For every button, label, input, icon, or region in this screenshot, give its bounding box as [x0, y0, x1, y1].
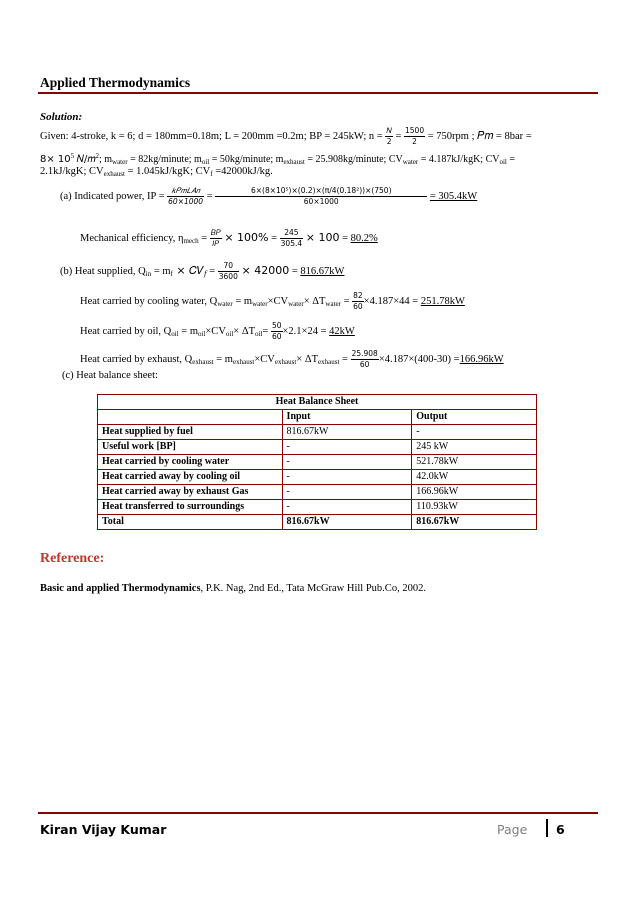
row-input: - — [282, 455, 412, 470]
oil-fraction: $\frac{50}{60}$ — [271, 321, 282, 341]
row-input: - — [282, 440, 412, 455]
row-input: 816.67kW — [282, 425, 412, 440]
footer-page-number: 6 — [556, 822, 565, 837]
reference-citation: Basic and applied Thermodynamics, P.K. Nag, 2nd Ed., Tata McGraw Hill Pub.Co, 2002. — [40, 583, 426, 594]
table-row — [98, 455, 537, 470]
ip-result: = 305.4kW — [429, 190, 478, 202]
row-output: 110.93kW — [412, 500, 537, 515]
heat-supplied-line: (b) Heat supplied, $Q_{in} = m_f$ × 𝐶𝑉$_𝑓$ = $\frac{70}{3600}$ × 42000 = 816.67kW — [60, 261, 345, 281]
given-line-2: $8\times 10^5$ 𝑁/𝑚$^2$; $m_{water}$ = 82kg/minute; $m_{oil}$ = 50kg/minute; $m_{exhaust}$ = 25.908kg/minute; $CV_{water} = 4.187kJ/kgK$; $CV_{oil}$ = — [40, 152, 515, 166]
footer-separator — [546, 819, 548, 837]
table-header-row — [98, 410, 537, 425]
row-label: Useful work [BP] — [98, 440, 283, 455]
heat-supplied-result: 816.67kW — [300, 265, 345, 277]
row-label: Heat transferred to surroundings — [98, 500, 283, 515]
footer-page-label: Page — [497, 822, 528, 837]
footer-author: Kiran Vijay Kumar — [40, 822, 167, 837]
column-header-input: Input — [282, 410, 412, 425]
table-row — [98, 470, 537, 485]
oil-result: 42kW — [329, 325, 355, 337]
n-fraction: $\frac{\text{𝑁}}{2}$ — [386, 126, 392, 146]
row-input: 816.67kW — [282, 515, 412, 530]
table-caption: Heat Balance Sheet — [98, 395, 537, 410]
row-output: - — [412, 425, 537, 440]
given-line-1: Given: 4-stroke, k = 6; d = 180mm=0.18m; L = 200mm =0.2m; BP = 245kW; n = $\frac{\text{𝑁}}{2}$ = $\frac{1500}{2}$ = 750rpm ; 𝑃𝑚 = 8bar = — [40, 126, 532, 146]
oil-line: Heat carried by oil, $Q_{oil} = m_{oil}\times CV_{oil}\times \Delta T_{oil}=$ $\frac{50}{60}$ ×2.1×24 = 42kW — [80, 321, 355, 341]
heat-supplied-fraction: $\frac{70}{3600}$ — [218, 261, 238, 281]
row-label: Heat carried away by cooling oil — [98, 470, 283, 485]
mechanical-efficiency-line: Mechanical efficiency, $\eta_{mech}$ = $\frac{\text{𝐵𝑃}}{\text{𝐼𝑃}}$ × 100% = $\frac{245}{305.4}$ × 100 = 80.2% — [80, 228, 378, 248]
table-header-blank — [98, 410, 283, 425]
exhaust-fraction: $\frac{25.908}{60}$ — [351, 349, 378, 369]
cooling-water-result: 251.78kW — [420, 295, 465, 307]
exhaust-line: Heat carried by exhaust, $Q_{exhaust} = m_{exhaust}\times CV_{exhaust}\times \Delta T_{exhaust}$ = $\frac{25.908}{60}$ ×4.187×(400-30) =166.96kW — [80, 349, 504, 369]
solution-label: Solution: — [40, 111, 83, 123]
row-label: Total — [98, 515, 283, 530]
table-row — [98, 425, 537, 440]
heat-balance-table — [97, 394, 537, 530]
reference-heading: Reference: — [40, 551, 105, 566]
cooling-water-line: Heat carried by cooling water, $Q_{water} = m_{water}\times CV_{water}\times \Delta T_{water}$ = $\frac{82}{60}$ ×4.187×44 = 251.78kW — [80, 291, 465, 311]
row-output: 166.96kW — [412, 485, 537, 500]
row-output: 816.67kW — [412, 515, 537, 530]
row-label: Heat supplied by fuel — [98, 425, 283, 440]
column-header-output: Output — [412, 410, 537, 425]
exhaust-result: 166.96kW — [459, 353, 504, 365]
ip-formula-fraction: $\frac{\text{𝑘𝑃𝑚𝐿𝐴𝑛}}{60\times 1000}$ — [168, 186, 204, 206]
header-title: Applied Thermodynamics — [40, 75, 191, 90]
n-value-fraction: $\frac{1500}{2}$ — [405, 126, 425, 146]
row-input: - — [282, 485, 412, 500]
given-line-3: 2.1kJ/kgK; $CV_{exhaust} = 1.045kJ/kgK$; $CV_f =42000kJ/kg$. — [40, 166, 273, 178]
mech-formula-fraction: $\frac{\text{𝐵𝑃}}{\text{𝐼𝑃}}$ — [210, 228, 221, 248]
row-output: 245 kW — [412, 440, 537, 455]
row-label: Heat carried away by exhaust Gas — [98, 485, 283, 500]
footer-divider — [38, 812, 598, 814]
table-total-row — [98, 515, 537, 530]
row-output: 42.0kW — [412, 470, 537, 485]
heat-balance-label: (c) Heat balance sheet: — [62, 370, 158, 381]
row-input: - — [282, 470, 412, 485]
ip-values-fraction: $\frac{\text{6×(8×10⁵)×(0.2)×(π/4(0.18²))×(750)}}{60\times 1000}$ — [215, 186, 427, 207]
row-output: 521.78kW — [412, 455, 537, 470]
row-label: Heat carried by cooling water — [98, 455, 283, 470]
header-divider — [38, 92, 598, 94]
table-caption-row — [98, 395, 537, 410]
indicated-power-line: (a) Indicated power, IP = $\frac{\text{𝑘𝑃𝑚𝐿𝐴𝑛}}{60\times 1000}$ = $\frac{\text{6×(8×10⁵)×(0.2)×(π/4(0.18²))×(750)}}{60\times 1000}$ = 305.4kW — [60, 186, 478, 206]
cooling-water-fraction: $\frac{82}{60}$ — [353, 291, 363, 311]
row-input: - — [282, 500, 412, 515]
table-row — [98, 440, 537, 455]
table-row — [98, 500, 537, 515]
reference-book-title: Basic and applied Thermodynamics — [40, 583, 201, 594]
table-row — [98, 485, 537, 500]
mech-values-fraction: $\frac{245}{305.4}$ — [280, 228, 303, 248]
mech-efficiency-result: 80.2% — [350, 232, 378, 244]
